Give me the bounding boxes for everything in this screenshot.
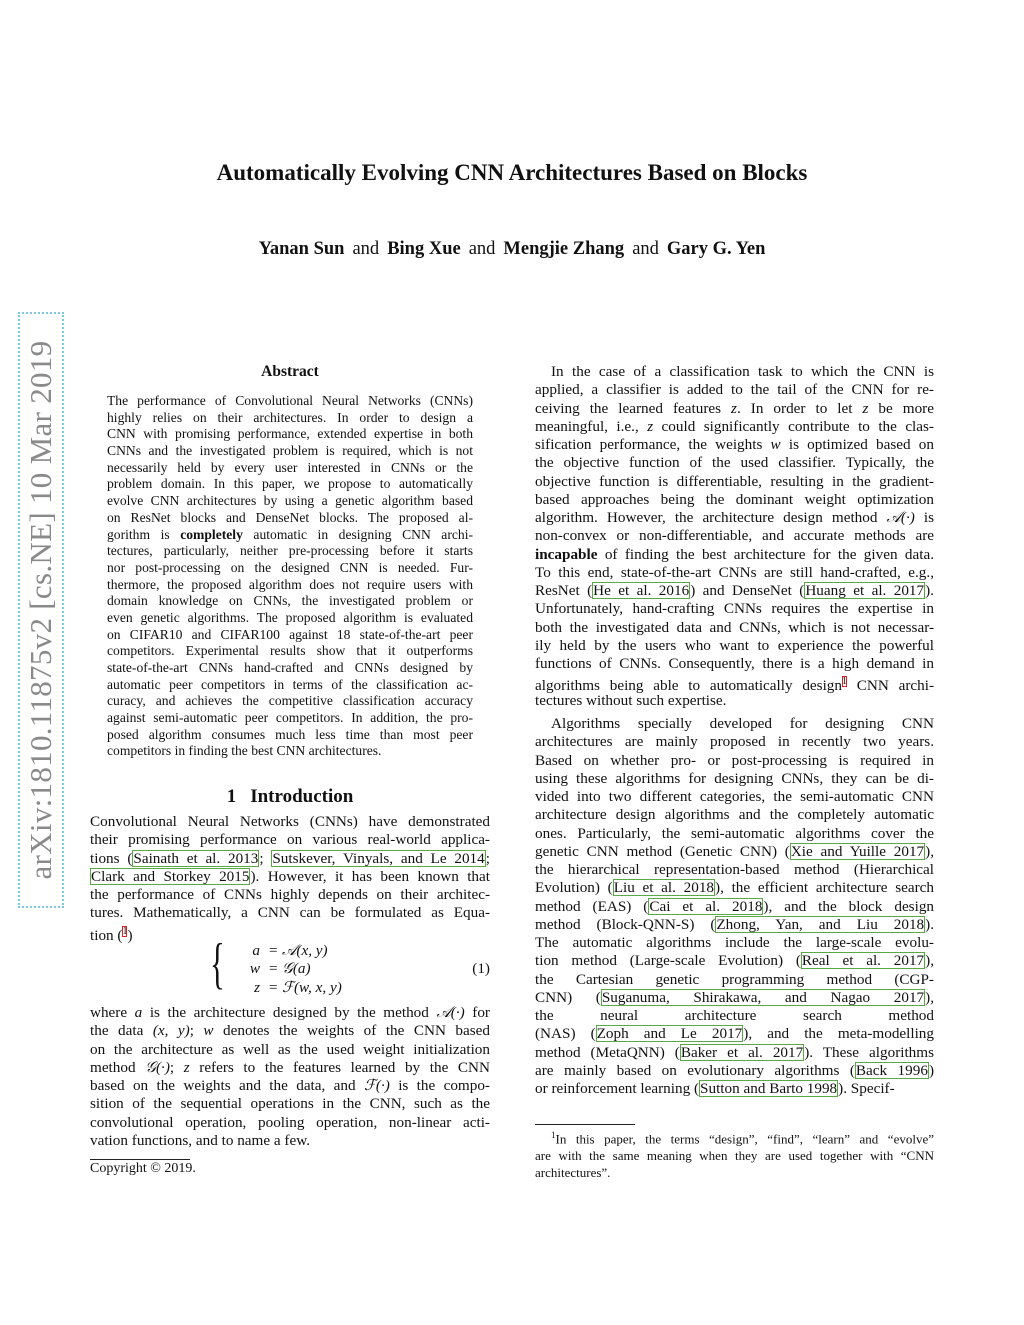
citation-link[interactable]: Sutton and Barto 1998 [700, 1080, 838, 1097]
text-line [535, 788, 934, 806]
text-line [90, 813, 490, 831]
text-line [90, 1077, 490, 1095]
text-run: are mainly based on evolutionary algorithms ( [535, 1061, 855, 1079]
text-run: nor post-processing on the designed CNN is needed. Fur- [107, 559, 473, 575]
text-line [535, 770, 934, 788]
text-run: ). [925, 582, 934, 599]
text-run: posed algorithm consumes much less time than most peer [107, 726, 473, 742]
text-line [535, 971, 934, 989]
text-line [535, 454, 934, 472]
citation-link[interactable]: Back 1996 [855, 1061, 928, 1079]
reference-link[interactable]: 1 [841, 676, 847, 688]
citation-link[interactable]: Sainath et al. 2013 [133, 849, 259, 867]
footnote-line [535, 1164, 934, 1181]
citation-link[interactable]: Sutskever, Vinyals, and Le 2014 [272, 849, 485, 867]
text-run: CNN with promising performance, extended expertise in both [107, 426, 473, 442]
text-run: evolve CNN architectures by using a genetic algorithm based [107, 493, 473, 509]
text-run: ceiving the learned features [535, 399, 732, 417]
math-symbol: z [731, 399, 737, 417]
text-line [535, 898, 934, 916]
citation-link[interactable]: Xie and Yuille 2017 [790, 842, 925, 860]
text-line [535, 564, 934, 582]
reference-link[interactable]: 1 [122, 925, 128, 937]
math-symbol: z [862, 399, 869, 417]
text-run: be more [868, 399, 934, 417]
intro-paragraph-1 [90, 813, 490, 944]
footnote-1 [535, 1127, 934, 1181]
footnote-mark: 1 [551, 1130, 556, 1140]
text-line [107, 493, 473, 510]
text-line [107, 410, 473, 427]
text-run: CNN) ( [535, 988, 601, 1006]
text-run: To this end, state-of-the-art CNNs are still hand-crafted, e.g., [535, 563, 934, 581]
abstract-body [107, 393, 473, 760]
text-run: are with the same meaning when they are used together with “CNN [535, 1148, 934, 1164]
equation-row [232, 942, 342, 960]
text-line [535, 619, 934, 637]
math-symbol: ℱ(·) [363, 1077, 390, 1094]
text-run: highly relies on their architectures. In order to design a [107, 409, 473, 425]
text-line [107, 593, 473, 610]
text-run: ) [928, 1061, 934, 1079]
text-line [90, 923, 490, 944]
text-run: (NAS) ( [535, 1025, 596, 1043]
citation-link[interactable]: Liu et al. 2018 [613, 879, 715, 897]
text-line [107, 743, 473, 760]
text-run: their promising performance on various real-world applica- [90, 831, 490, 849]
text-line [90, 1059, 490, 1077]
text-line [107, 527, 473, 544]
text-run: applied, a classifier is added to the tail of the CNN for re- [535, 381, 934, 399]
text-line [535, 934, 934, 952]
text-line [535, 879, 934, 897]
text-line [90, 1095, 490, 1113]
text-line [535, 436, 934, 454]
text-line [90, 831, 490, 849]
text-run: ), and the block design [763, 897, 935, 915]
citation-link[interactable]: Zhong, Yan, and Liu 2018 [716, 915, 925, 933]
text-run: The performance of Convolutional Neural Networks (CNNs) [107, 393, 473, 408]
text-run: ) [127, 926, 133, 944]
paper-title: Automatically Evolving CNN Architectures Based on Blocks [216, 160, 808, 185]
text-run: ), [925, 952, 934, 970]
text-line [535, 861, 934, 879]
math-symbol: (x, y) [152, 1022, 190, 1040]
text-run: is optimized based on [780, 436, 934, 453]
text-line [107, 610, 473, 627]
equation-1 [210, 933, 490, 998]
text-run: Algorithms specially developed for designing CNN [551, 715, 934, 732]
text-run: ). Specif- [838, 1080, 895, 1097]
text-run: . In order to let [736, 399, 863, 417]
text-run: CNNs and the investigated problem is required, which is not [107, 443, 473, 459]
text-run: method (Block-QNN-S) ( [535, 915, 716, 933]
text-line [535, 637, 934, 655]
math-symbol: a [134, 1004, 143, 1021]
text-run: ones. Particularly, the semi-automatic algorithms cover the [535, 824, 934, 842]
text-run: competitors. Experimental results show that it outperforms [107, 643, 473, 659]
text-line [535, 546, 934, 564]
text-run: where [90, 1004, 135, 1021]
text-line [90, 1132, 490, 1150]
text-run: tectures, particularly, neither pre-processing before it starts [107, 543, 473, 559]
text-line [107, 543, 473, 560]
text-run: architectures”. [535, 1165, 611, 1181]
text-run: the Cartesian genetic programming method (CGP- [535, 970, 934, 988]
author: Gary G. Yen [666, 239, 766, 259]
text-run: method (EAS) ( [535, 897, 649, 915]
text-run: the neural architecture search method [535, 1007, 934, 1024]
text-line [107, 460, 473, 477]
citation-link[interactable]: Cai et al. 2018 [649, 897, 763, 915]
text-run: against semi-automatic peer competitors. In addition, the pro- [107, 710, 473, 726]
text-run: for [464, 1004, 490, 1021]
text-line [107, 727, 473, 744]
section-number: 1 [226, 786, 237, 807]
text-run: architectures are mainly proposed in recently two years. [535, 733, 934, 751]
text-run: convolutional operation, pooling operation, non-linear acti- [90, 1113, 490, 1131]
section-title: Introduction [250, 786, 354, 807]
text-run: the data [90, 1022, 153, 1040]
author-separator: and [632, 239, 659, 259]
equation-lhs: z [254, 978, 260, 996]
text-run: using these algorithms for designing CNNs, they can be di- [535, 769, 934, 787]
text-line [535, 733, 934, 751]
text-line [535, 600, 934, 618]
text-run: tion method (Large-scale Evolution) ( [535, 952, 801, 970]
text-run: method (MetaQNN) ( [535, 1043, 680, 1061]
text-run: ), [925, 842, 934, 860]
author: Yanan Sun [258, 239, 345, 259]
text-line [535, 582, 934, 600]
equation-rhs: = ℱ(w, x, y) [268, 978, 342, 996]
text-line [107, 426, 473, 443]
equation-lhs: w [249, 960, 260, 978]
text-line [107, 643, 473, 660]
text-line [90, 850, 490, 868]
text-line [535, 473, 934, 491]
text-run: algorithm. However, the architecture design method [535, 509, 887, 526]
author: Bing Xue [387, 239, 461, 259]
footnote-rule [90, 1159, 190, 1160]
text-run: genetic CNN method (Genetic CNN) ( [535, 842, 790, 860]
text-line [107, 693, 473, 710]
equation-row [232, 979, 342, 997]
text-line [535, 1062, 934, 1080]
footnote-rule [535, 1124, 635, 1125]
text-line [107, 476, 473, 493]
text-line [535, 509, 934, 527]
copyright-notice: Copyright © 2019. [90, 1161, 196, 1176]
section-heading-introduction [90, 786, 490, 808]
text-line [90, 1004, 490, 1022]
text-run: is the compo- [389, 1077, 490, 1094]
citation-link[interactable]: Zoph and Le 2017 [596, 1025, 743, 1043]
author-separator: and [352, 239, 380, 259]
bold-text: incapable [535, 545, 598, 563]
footnote-line [535, 1147, 934, 1164]
text-run: both the investigated data and CNNs, which is not necessar- [535, 618, 934, 636]
text-line [535, 400, 934, 418]
text-line [535, 1044, 934, 1062]
text-run: denotes the weights of the CNN based [213, 1022, 490, 1040]
math-symbol: 𝒜(·) [886, 509, 915, 526]
math-symbol: 𝒢(·) [145, 1058, 170, 1076]
text-run: In this paper, the terms “design”, “find”, “learn” and “evolve” [555, 1131, 934, 1147]
text-run: problem domain. In this paper, we propose to automatically [107, 476, 473, 492]
text-line [535, 491, 934, 509]
text-line [107, 627, 473, 644]
intro-paragraph-3 [535, 363, 934, 710]
text-run: is [914, 509, 934, 526]
arxiv-sidebar-stamp [18, 312, 64, 908]
text-run: functions of CNNs. Consequently, there is a high demand in [535, 655, 934, 672]
intro-paragraph-2 [90, 1004, 490, 1150]
text-line [107, 393, 473, 410]
text-run: vation functions, and to name a few. [90, 1131, 311, 1149]
text-line [535, 655, 934, 673]
text-run: the hierarchical representation-based method (Hierarchical [535, 861, 934, 878]
text-line [90, 904, 490, 922]
text-run: refers to the features learned by the CNN [189, 1058, 490, 1076]
citation-link[interactable]: Baker et al. 2017 [680, 1043, 804, 1061]
text-line [535, 843, 934, 861]
text-line [90, 886, 490, 904]
text-run: sification performance, the weights [535, 436, 771, 453]
text-run: ), [925, 988, 934, 1006]
text-run: tures. Mathematically, a CNN can be formulated as Equa- [90, 904, 490, 922]
text-line [107, 710, 473, 727]
text-run: thermore, the proposed algorithm does not require users with [107, 576, 473, 592]
text-line [107, 510, 473, 527]
text-line [535, 1007, 934, 1025]
text-run: Convolutional Neural Networks (CNNs) have demonstrated [90, 813, 490, 830]
math-symbol: z [183, 1058, 190, 1076]
bold-text: completely [180, 526, 243, 542]
text-run: ; [259, 849, 272, 867]
text-run: automatic in designing CNN archi- [242, 526, 473, 542]
left-brace: { [210, 933, 225, 995]
text-run: ; [485, 849, 490, 867]
equation-lhs: a [252, 942, 260, 959]
text-run: ) and DenseNet ( [690, 582, 805, 599]
text-line [535, 381, 934, 399]
equation-row [232, 960, 342, 978]
footnote-line [535, 1127, 934, 1147]
text-run: competitors in finding the best CNN architectures. [107, 743, 382, 759]
text-run: is the architecture designed by the method [142, 1004, 437, 1021]
text-run: based on the weights and the data, and [90, 1077, 364, 1094]
author: Mengjie Zhang [503, 239, 625, 259]
text-run: ily held by the users who want to experience the powerful [535, 636, 934, 654]
math-symbol: w [770, 436, 781, 453]
text-run: automatic peer competitors in terms of the classification ac- [107, 676, 473, 692]
math-symbol: w [203, 1022, 214, 1040]
text-run: ), the efficient architecture search [715, 879, 934, 897]
text-run: on ResNet blocks and DenseNet blocks. The proposed al- [107, 509, 473, 525]
text-run: the performance of CNNs highly depends on their architec- [90, 886, 490, 903]
text-run: tion ( [90, 926, 123, 944]
text-run: ). [925, 915, 934, 933]
text-run: algorithms being able to automatically design [535, 677, 842, 695]
text-run: curacy, and achieves the competitive classification accuracy [107, 693, 473, 709]
citation-link[interactable]: Real et al. 2017 [801, 952, 925, 970]
text-run: non-convex or non-differentiable, and accurate methods are [535, 527, 934, 545]
text-line [107, 577, 473, 594]
text-run: Based on whether pro- or post-processing is required in [535, 751, 934, 769]
arxiv-identifier: arXiv:1810.11875v2 [cs.NE] 10 Mar 2019 [23, 340, 58, 880]
text-line [535, 673, 935, 695]
text-line [107, 560, 473, 577]
citation-link[interactable]: Suganuma, Shirakawa, and Nagao 2017 [601, 988, 925, 1006]
text-line [535, 1080, 934, 1098]
text-line [535, 952, 934, 970]
text-run: ; [169, 1058, 184, 1076]
text-line [535, 418, 934, 436]
text-run: ), and the meta-modelling [743, 1025, 934, 1043]
text-line [535, 916, 934, 934]
text-run: vided into two different categories, the semi-automatic CNN [535, 788, 934, 805]
intro-paragraph-4 [535, 715, 934, 1098]
text-run: method [90, 1058, 146, 1076]
text-run: CNN archi- [846, 677, 935, 695]
text-run: necessarily held by every user interested in CNNs or the [107, 459, 473, 475]
text-line [107, 677, 473, 694]
author-separator: and [468, 239, 496, 259]
text-run: meaningful, i.e., [535, 417, 648, 435]
text-line [90, 868, 490, 886]
math-symbol: z [647, 417, 654, 435]
text-run: sition of the sequential operations in the CNN, such as the [90, 1095, 490, 1113]
citation-link[interactable]: Huang et al. 2017 [805, 582, 925, 599]
text-run: on the architecture as well as the used weight initialization [90, 1040, 490, 1058]
text-line [535, 752, 934, 770]
text-run: ). However, it has been known that [250, 867, 490, 885]
text-run: ). These algorithms [804, 1043, 935, 1061]
text-run: objective function is differentiable, resulting in the gradient- [535, 472, 934, 490]
text-run: ; [189, 1022, 204, 1040]
text-line [535, 989, 934, 1007]
text-run: In the case of a classification task to which the CNN is [551, 363, 934, 380]
text-run: of finding the best architecture for the given data. [597, 545, 934, 563]
text-run: even genetic algorithms. The proposed algorithm is evaluated [107, 609, 473, 625]
text-run: the objective function of the used classifier. Typically, the [535, 454, 934, 472]
author-list [0, 239, 1024, 260]
text-line [90, 1022, 490, 1040]
text-run: state-of-the-art CNNs hand-crafted and CNNs designed by [107, 660, 473, 675]
text-line [107, 443, 473, 460]
text-run: architecture design algorithms and the completely automatic [535, 806, 934, 824]
text-line [535, 806, 934, 824]
text-line [90, 1114, 490, 1132]
text-run: could significantly contribute to the clas- [653, 417, 934, 435]
abstract-heading: Abstract [261, 363, 319, 380]
text-line [535, 527, 934, 545]
citation-link[interactable]: Clark and Storkey 2015 [91, 867, 250, 885]
text-line [90, 1041, 490, 1059]
equation-rhs: = 𝒜(x, y) [268, 942, 328, 959]
text-run: tions ( [90, 849, 133, 867]
text-line [535, 715, 934, 733]
text-run: domain knowledge on CNNs, the investigated problem or [107, 593, 473, 609]
math-symbol: 𝒜(·) [436, 1004, 465, 1021]
text-run: on CIFAR10 and CIFAR100 against 18 state-of-the-art peer [107, 626, 473, 642]
text-run: Evolution) ( [535, 879, 613, 897]
text-run: Unfortunately, hand-crafting CNNs requires the expertise in [535, 600, 934, 618]
text-run: based approaches being the dominant weight optimization [535, 490, 934, 508]
text-run: The automatic algorithms include the large-scale evolu- [535, 934, 934, 951]
text-line [535, 825, 934, 843]
text-run: or reinforcement learning ( [535, 1080, 700, 1097]
text-line [107, 660, 473, 677]
text-run: tectures without such expertise. [535, 691, 727, 709]
citation-link[interactable]: He et al. 2016 [593, 582, 690, 599]
text-line [535, 363, 934, 381]
equation-number: (1) [472, 960, 490, 977]
text-run: ResNet ( [535, 582, 593, 599]
text-run: gorithm is [107, 526, 181, 542]
equation-rhs: = 𝒢(a) [268, 960, 311, 978]
text-line [535, 1025, 934, 1043]
